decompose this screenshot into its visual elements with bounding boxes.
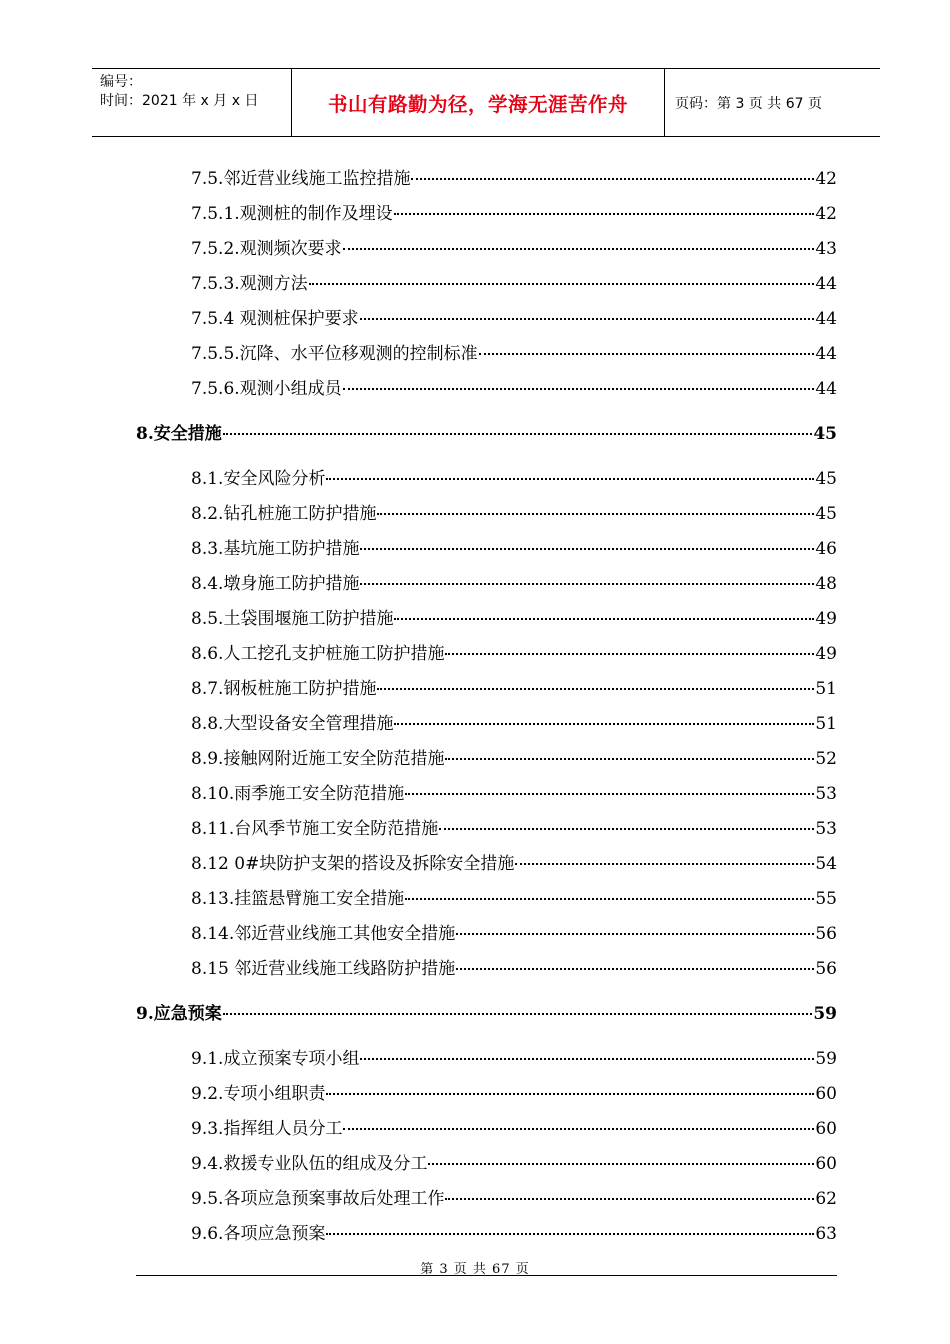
toc-dot-leader [445, 758, 814, 760]
toc-dot-leader [343, 248, 815, 250]
toc-entry-page-number: 44 [815, 379, 837, 399]
toc-entry-page-number: 45 [815, 504, 837, 524]
toc-entry-page-number: 53 [815, 819, 837, 839]
toc-entry-title: 8.8.大型设备安全管理措施 [191, 714, 394, 734]
toc-section-entry[interactable] [191, 168, 837, 190]
toc-section-entry[interactable] [191, 923, 837, 945]
toc-section-entry[interactable] [191, 818, 837, 840]
header-date: 时间：2021 年 x 月 x 日 [100, 93, 259, 109]
toc-entry-page-number: 45 [815, 469, 837, 489]
toc-entry-title: 8.9.接触网附近施工安全防范措施 [191, 749, 445, 769]
toc-entry-page-number: 51 [815, 714, 837, 734]
toc-dot-leader [309, 283, 815, 285]
header-meta [92, 69, 292, 136]
toc-section-entry[interactable] [191, 538, 837, 560]
toc-dot-leader [445, 1198, 814, 1200]
toc-entry-page-number: 63 [815, 1224, 837, 1244]
toc-dot-leader [456, 933, 814, 935]
toc-section-entry[interactable] [191, 713, 837, 735]
toc-entry-title: 8.11.台风季节施工安全防范措施 [191, 819, 439, 839]
toc-section-entry[interactable] [191, 503, 837, 525]
toc-entry-title: 7.5.1.观测桩的制作及埋设 [191, 204, 393, 224]
toc-section-entry[interactable] [191, 1223, 837, 1245]
page-header [92, 68, 880, 137]
toc-dot-leader [360, 548, 814, 550]
toc-entry-page-number: 59 [815, 1049, 837, 1069]
toc-dot-leader [445, 653, 814, 655]
toc-section-entry[interactable] [191, 238, 837, 260]
toc-dot-leader [223, 433, 813, 435]
toc-dot-leader [394, 213, 815, 215]
toc-section-entry[interactable] [191, 678, 837, 700]
toc-entry-title: 8.3.基坑施工防护措施 [191, 539, 360, 559]
toc-entry-page-number: 44 [815, 309, 837, 329]
toc-entry-title: 7.5.邻近营业线施工监控措施 [191, 169, 411, 189]
toc-section-entry[interactable] [191, 783, 837, 805]
toc-entry-title: 8.10.雨季施工安全防范措施 [191, 784, 405, 804]
toc-section-entry[interactable] [191, 1118, 837, 1140]
toc-entry-title: 9.6.各项应急预案 [191, 1224, 326, 1244]
toc-section-entry[interactable] [191, 1083, 837, 1105]
toc-dot-leader [394, 723, 814, 725]
toc-entry-title: 9.应急预案 [136, 1004, 222, 1024]
toc-section-entry[interactable] [191, 1153, 837, 1175]
toc-entry-page-number: 60 [815, 1084, 837, 1104]
toc-entry-page-number: 44 [815, 344, 837, 364]
toc-section-entry[interactable] [191, 1188, 837, 1210]
toc-entry-title: 8.14.邻近营业线施工其他安全措施 [191, 924, 456, 944]
toc-entry-page-number: 52 [815, 749, 837, 769]
toc-entry-title: 9.3.指挥组人员分工 [191, 1119, 343, 1139]
toc-dot-leader [428, 1163, 814, 1165]
toc-entry-page-number: 56 [815, 959, 837, 979]
toc-entry-title: 8.7.钢板桩施工防护措施 [191, 679, 377, 699]
toc-entry-title: 8.6.人工挖孔支护桩施工防护措施 [191, 644, 445, 664]
toc-dot-leader [439, 828, 814, 830]
toc-entry-page-number: 60 [815, 1119, 837, 1139]
toc-entry-page-number: 43 [815, 239, 837, 259]
toc-dot-leader [515, 863, 814, 865]
toc-section-entry[interactable] [191, 203, 837, 225]
toc-entry-title: 8.13.挂篮悬臂施工安全措施 [191, 889, 405, 909]
toc-entry-page-number: 53 [815, 784, 837, 804]
toc-section-entry[interactable] [191, 1048, 837, 1070]
toc-entry-page-number: 42 [815, 204, 837, 224]
toc-entry-page-number: 42 [815, 169, 837, 189]
toc-entry-title: 7.5.6.观测小组成员 [191, 379, 342, 399]
toc-entry-page-number: 48 [815, 574, 837, 594]
toc-dot-leader [377, 688, 814, 690]
toc-dot-leader [343, 1128, 814, 1130]
toc-dot-leader [360, 1058, 814, 1060]
toc-chapter-entry[interactable] [136, 423, 837, 445]
toc-dot-leader [411, 178, 814, 180]
toc-section-entry[interactable] [191, 958, 837, 980]
toc-section-entry[interactable] [191, 853, 837, 875]
toc-section-entry[interactable] [191, 378, 837, 400]
toc-entry-title: 8.安全措施 [136, 424, 222, 444]
toc-section-entry[interactable] [191, 748, 837, 770]
page-footer: 第 3 页 共 67 页 [420, 1262, 530, 1277]
toc-entry-page-number: 59 [813, 1004, 837, 1024]
toc-entry-page-number: 49 [815, 644, 837, 664]
toc-dot-leader [377, 513, 814, 515]
toc-entry-page-number: 55 [815, 889, 837, 909]
toc-dot-leader [326, 1233, 814, 1235]
header-page-info: 页码：第 3 页 共 67 页 [675, 95, 822, 112]
toc-dot-leader [326, 478, 814, 480]
footer-divider [136, 1275, 837, 1276]
toc-dot-leader [479, 353, 815, 355]
toc-entry-title: 8.2.钻孔桩施工防护措施 [191, 504, 377, 524]
toc-dot-leader [223, 1013, 813, 1015]
toc-entry-page-number: 51 [815, 679, 837, 699]
toc-entry-title: 8.5.土袋围堰施工防护措施 [191, 609, 394, 629]
toc-entry-page-number: 54 [815, 854, 837, 874]
toc-section-entry[interactable] [191, 888, 837, 910]
toc-dot-leader [360, 318, 815, 320]
toc-dot-leader [326, 1093, 814, 1095]
toc-entry-title: 8.15 邻近营业线施工线路防护措施 [191, 959, 456, 979]
toc-section-entry[interactable] [191, 643, 837, 665]
toc-entry-title: 8.12 0#块防护支架的搭设及拆除安全措施 [191, 854, 515, 874]
toc-section-entry[interactable] [191, 468, 837, 490]
toc-entry-page-number: 62 [815, 1189, 837, 1209]
toc-dot-leader [343, 388, 815, 390]
toc-entry-page-number: 44 [815, 274, 837, 294]
toc-section-entry[interactable] [191, 608, 837, 630]
toc-entry-page-number: 45 [813, 424, 837, 444]
toc-dot-leader [360, 583, 814, 585]
header-number-label: 编号： [100, 74, 142, 90]
toc-section-entry[interactable] [191, 573, 837, 595]
toc-dot-leader [405, 898, 814, 900]
toc-section-entry[interactable] [191, 343, 837, 365]
toc-section-entry[interactable] [191, 308, 837, 330]
toc-dot-leader [456, 968, 814, 970]
toc-entry-title: 8.1.安全风险分析 [191, 469, 326, 489]
header-motto: 书山有路勤为径，学海无涯苦作舟 [292, 69, 665, 136]
toc-dot-leader [394, 618, 814, 620]
toc-entry-title: 9.4.救援专业队伍的组成及分工 [191, 1154, 428, 1174]
toc-entry-title: 9.1.成立预案专项小组 [191, 1049, 360, 1069]
toc-entry-page-number: 49 [815, 609, 837, 629]
toc-entry-title: 7.5.3.观测方法 [191, 274, 308, 294]
toc-entry-title: 9.2.专项小组职责 [191, 1084, 326, 1104]
toc-section-entry[interactable] [191, 273, 837, 295]
toc-entry-page-number: 60 [815, 1154, 837, 1174]
toc-entry-title: 9.5.各项应急预案事故后处理工作 [191, 1189, 445, 1209]
toc-chapter-entry[interactable] [136, 1003, 837, 1025]
toc-entry-title: 8.4.墩身施工防护措施 [191, 574, 360, 594]
toc-entry-title: 7.5.5.沉降、水平位移观测的控制标准 [191, 344, 478, 364]
toc-dot-leader [405, 793, 814, 795]
toc-entry-page-number: 46 [815, 539, 837, 559]
toc-entry-title: 7.5.2.观测频次要求 [191, 239, 342, 259]
toc-entry-page-number: 56 [815, 924, 837, 944]
toc-entry-title: 7.5.4 观测桩保护要求 [191, 309, 359, 329]
